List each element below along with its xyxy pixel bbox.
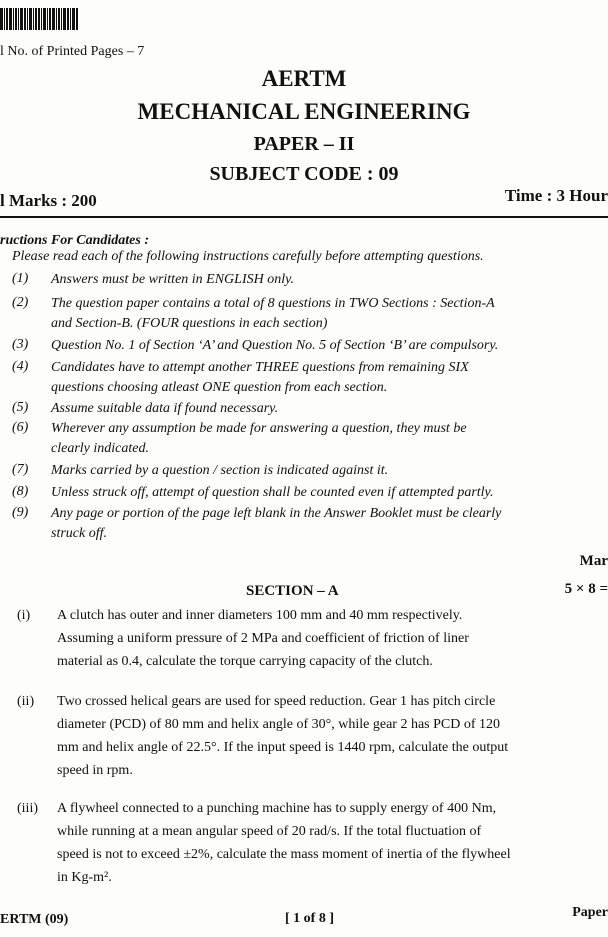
instruction-number: (1)	[12, 271, 29, 286]
footer-paper: Paper	[572, 905, 608, 920]
barcode-image	[0, 8, 90, 30]
question-text: A clutch has outer and inner diameters 100 mm and 40 mm respectively.	[57, 608, 463, 623]
exam-title: AERTM	[261, 66, 347, 91]
instruction-number: (7)	[12, 462, 29, 477]
question-number: (ii)	[17, 694, 35, 709]
page-number: [ 1 of 8 ]	[285, 911, 334, 926]
total-marks: l Marks : 200	[0, 191, 97, 210]
section-title: SECTION – A	[246, 583, 339, 599]
question-text: diameter (PCD) of 80 mm and helix angle of 30°, while gear 2 has PCD of 120	[57, 717, 501, 732]
instruction-text: questions choosing atleast ONE question from each section.	[51, 380, 388, 395]
instruction-text: and Section-B. (FOUR questions in each section)	[51, 316, 328, 331]
instruction-text: struck off.	[51, 526, 107, 541]
subject-code: SUBJECT CODE : 09	[209, 163, 399, 185]
instructions-intro: Please read each of the following instructions carefully before attempting questions.	[12, 249, 484, 264]
instruction-text: Assume suitable data if found necessary.	[51, 401, 279, 416]
instructions-heading: ructions For Candidates :	[0, 233, 149, 248]
subject-title: MECHANICAL ENGINEERING	[137, 99, 471, 124]
instruction-text: Answers must be written in ENGLISH only.	[51, 272, 295, 287]
instruction-number: (4)	[12, 359, 29, 374]
question-text: Assuming a uniform pressure of 2 MPa and coefficient of friction of liner	[57, 631, 469, 646]
instruction-number: (8)	[12, 484, 29, 499]
paper-title: PAPER – II	[253, 133, 355, 155]
instruction-text: Question No. 1 of Section ‘A’ and Question No. 5 of Section ‘B’ are compulsory.	[51, 338, 499, 353]
section-marks-formula: 5 × 8 =	[564, 581, 608, 597]
footer-code: ERTM (09)	[0, 912, 69, 927]
question-text: speed is not to exceed ±2%, calculate the mass moment of inertia of the flywheel	[57, 847, 511, 862]
instruction-number: (2)	[12, 295, 29, 310]
question-number: (i)	[17, 608, 31, 623]
question-number: (iii)	[17, 801, 38, 816]
instruction-text: Unless struck off, attempt of question shall be counted even if attempted partly.	[51, 485, 494, 500]
question-text: Two crossed helical gears are used for speed reduction. Gear 1 has pitch circle	[57, 694, 496, 709]
instruction-text: Candidates have to attempt another THREE questions from remaining SIX	[51, 360, 469, 375]
question-text: mm and helix angle of 22.5°. If the input speed is 1440 rpm, calculate the output	[57, 740, 509, 755]
instruction-number: (5)	[12, 400, 29, 415]
instruction-text: The question paper contains a total of 8 questions in TWO Sections : Section-A	[51, 296, 495, 311]
question-text: speed in rpm.	[57, 763, 133, 778]
printed-pages: l No. of Printed Pages – 7	[0, 44, 145, 59]
instruction-text: Any page or portion of the page left blank in the Answer Booklet must be clearly	[51, 506, 502, 521]
instruction-text: clearly indicated.	[51, 441, 149, 456]
header-rule	[0, 216, 608, 218]
marks-label: Mar	[579, 553, 608, 569]
question-text: material as 0.4, calculate the torque carrying capacity of the clutch.	[57, 654, 433, 669]
instruction-number: (9)	[12, 505, 29, 520]
question-text: while running at a mean angular speed of 20 rad/s. If the total fluctuation of	[57, 824, 482, 839]
instruction-number: (6)	[12, 420, 29, 435]
question-text: A flywheel connected to a punching machine has to supply energy of 400 Nm,	[57, 801, 497, 816]
instruction-text: Wherever any assumption be made for answering a question, they must be	[51, 421, 467, 436]
instruction-number: (3)	[12, 337, 29, 352]
instruction-text: Marks carried by a question / section is indicated against it.	[51, 463, 389, 478]
question-text: in Kg-m².	[57, 870, 112, 885]
time-allowed: Time : 3 Hour	[504, 186, 608, 205]
